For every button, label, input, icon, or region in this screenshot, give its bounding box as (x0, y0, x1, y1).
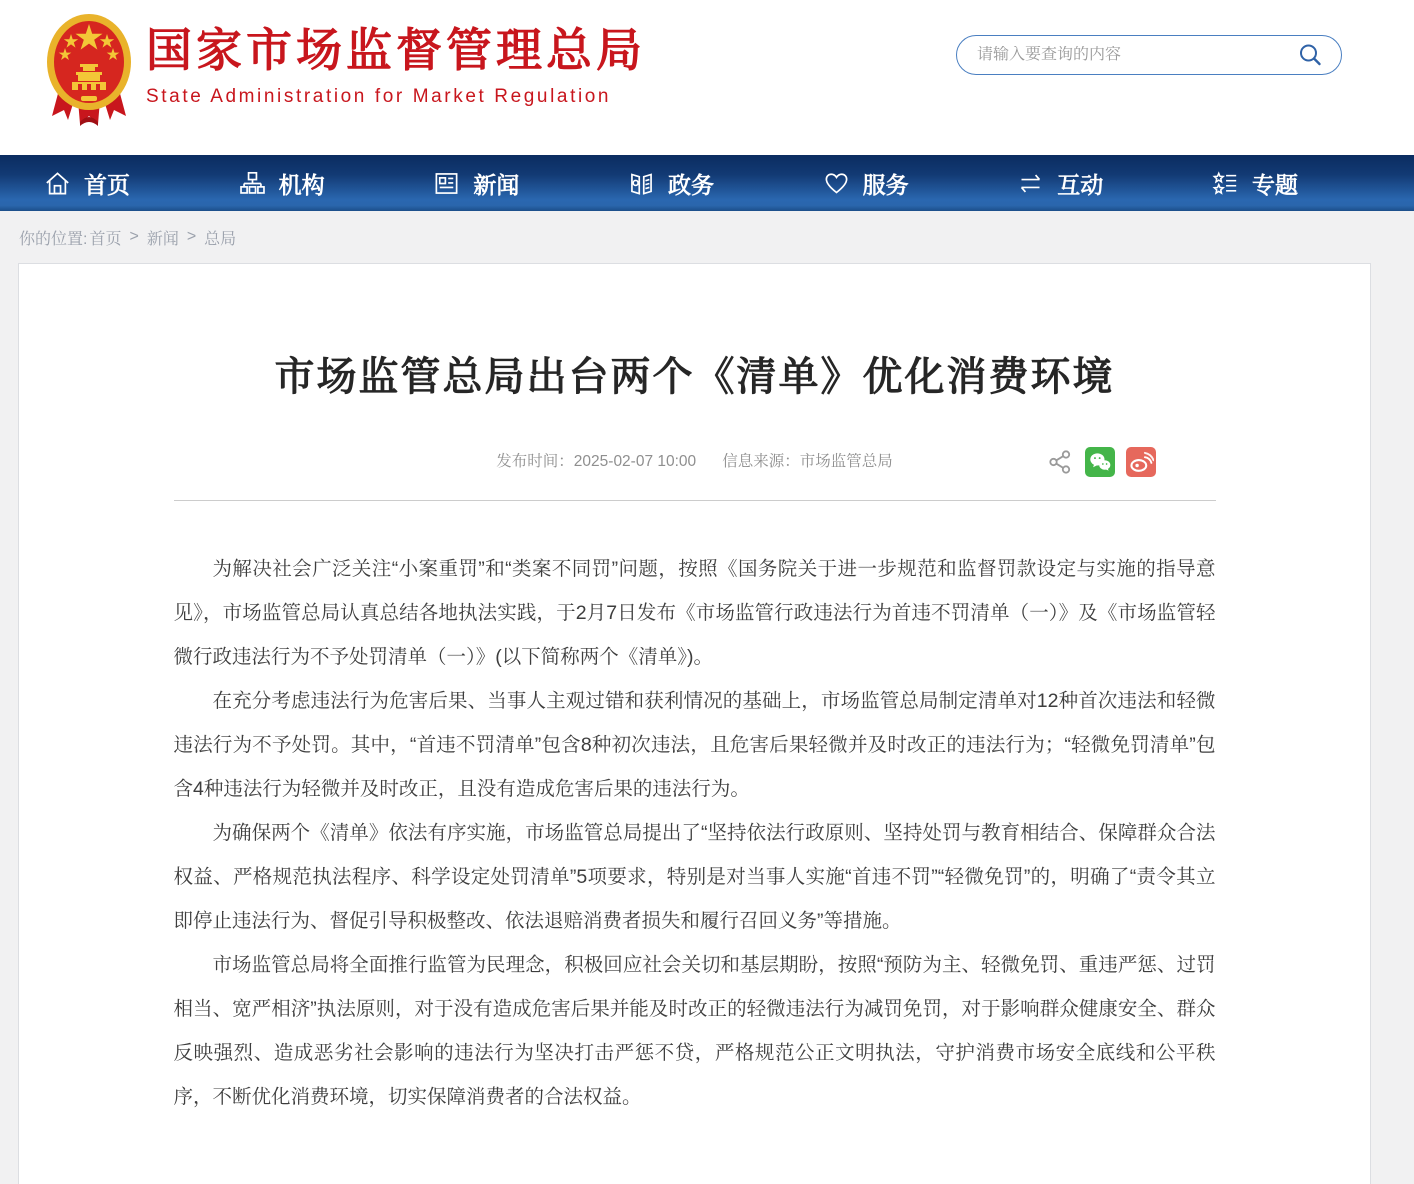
breadcrumb-link-news[interactable]: 新闻 (146, 230, 179, 248)
breadcrumb-separator: > (129, 228, 139, 245)
site-title-block (146, 22, 646, 108)
search-input[interactable] (977, 46, 1295, 64)
source-label: 信息来源： (722, 453, 800, 470)
article-body (174, 547, 1216, 1119)
title-divider (174, 500, 1216, 501)
site-subtitle: State Administration for Market Regulation (146, 86, 612, 107)
publish-time-value: 2025-02-07 10:00 (573, 453, 697, 470)
national-emblem-logo[interactable] (38, 8, 140, 128)
share-group (1046, 446, 1156, 478)
share-button[interactable] (1046, 448, 1074, 476)
search-box (956, 35, 1342, 75)
nav-item-services[interactable] (823, 167, 909, 200)
article-card (18, 263, 1371, 1184)
breadcrumb-prefix: 你的位置: (19, 230, 88, 248)
nav-item-home[interactable] (44, 167, 130, 200)
nav-item-interaction[interactable] (1017, 167, 1103, 200)
share-weibo-button[interactable] (1126, 447, 1156, 477)
national-emblem-icon (38, 8, 140, 128)
nav-item-label: 首页 (84, 171, 130, 198)
wechat-icon (1087, 449, 1113, 475)
nav-item-topics[interactable] (1212, 167, 1298, 200)
article-paragraph: 在充分考虑违法行为危害后果、当事人主观过错和获利情况的基础上，市场监管总局制定清单对12种首次违法和轻微违法行为不予处罚。其中，“首违不罚清单”包含8种初次违法，且危害后果轻微并及时改正的违法行为；“轻微免罚清单”包含4种违法行为轻微并及时改正，且没有造成危害后果的违法行为。 (173, 690, 1216, 800)
breadcrumb-link-bureau[interactable]: 总局 (204, 230, 237, 248)
news-icon (433, 170, 460, 197)
weibo-icon (1128, 449, 1154, 475)
nav-item-organization[interactable] (239, 167, 325, 200)
publish-time-label: 发布时间： (496, 453, 574, 470)
share-nodes-icon (1046, 448, 1074, 476)
home-icon (44, 170, 71, 197)
article-paragraph: 为确保两个《清单》依法有序实施，市场监管总局提出了“坚持依法行政原则、坚持处罚与教育相结合、保障群众合法权益、严格规范执法程序、科学设定处罚清单”5项要求，特别是对当事人实施“首违不罚”“轻微免罚”的，明确了“责令其立即停止违法行为、督促引导积极整改、依法退赔消费者损失和履行召回义务”等措施。 (173, 822, 1216, 932)
breadcrumb (0, 211, 1414, 263)
source-value: 市场监管总局 (799, 453, 893, 470)
gov-affairs-icon (628, 170, 655, 197)
nav-item-label: 专题 (1251, 171, 1298, 198)
article-paragraph: 市场监管总局将全面推行监管为民理念，积极回应社会关切和基层期盼，按照“预防为主、轻微免罚、重违严惩、过罚相当、宽严相济”执法原则，对于没有造成危害后果并能及时改正的轻微违法行为减罚免罚，对于影响群众健康安全、群众反映强烈、造成恶劣社会影响的违法行为坚决打击严惩不贷，严格规范公正文明执法，守护消费市场安全底线和公平秩序，不断优化消费环境，切实保障消费者的合法权益。 (173, 954, 1216, 1108)
article-paragraph: 为解决社会广泛关注“小案重罚”和“类案不同罚”问题，按照《国务院关于进一步规范和监督罚款设定与实施的指导意见》，市场监管总局认真总结各地执法实践，于2月7日发布《市场监管行政违法行为首违不罚清单（一）》及《市场监管轻微行政违法行为不予处罚清单（一）》(以下简称两个《清单》)。 (173, 558, 1216, 668)
nav-item-label: 服务 (862, 171, 909, 198)
breadcrumb-separator: > (186, 228, 197, 245)
site-header (0, 0, 1414, 155)
search-button[interactable] (1295, 40, 1325, 70)
nav-item-label: 互动 (1057, 171, 1104, 198)
nav-item-label: 机构 (278, 171, 325, 198)
interaction-arrows-icon (1017, 170, 1044, 197)
breadcrumb-link-home[interactable]: 首页 (89, 230, 122, 248)
main-nav (0, 155, 1414, 211)
service-heart-icon (823, 170, 850, 197)
share-wechat-button[interactable] (1085, 447, 1115, 477)
site-title: 国家市场监督管理总局 (146, 24, 646, 76)
nav-item-gov-affairs[interactable] (628, 167, 714, 200)
nav-item-news[interactable] (433, 167, 519, 200)
article-container (174, 264, 1216, 1119)
org-chart-icon (239, 170, 266, 197)
topics-list-icon (1212, 170, 1239, 197)
article-meta-row (174, 446, 1216, 478)
search-icon (1297, 42, 1323, 68)
article-title: 市场监管总局出台两个《清单》优化消费环境 (274, 355, 1115, 399)
nav-item-label: 政务 (667, 171, 714, 198)
nav-item-label: 新闻 (473, 171, 520, 198)
